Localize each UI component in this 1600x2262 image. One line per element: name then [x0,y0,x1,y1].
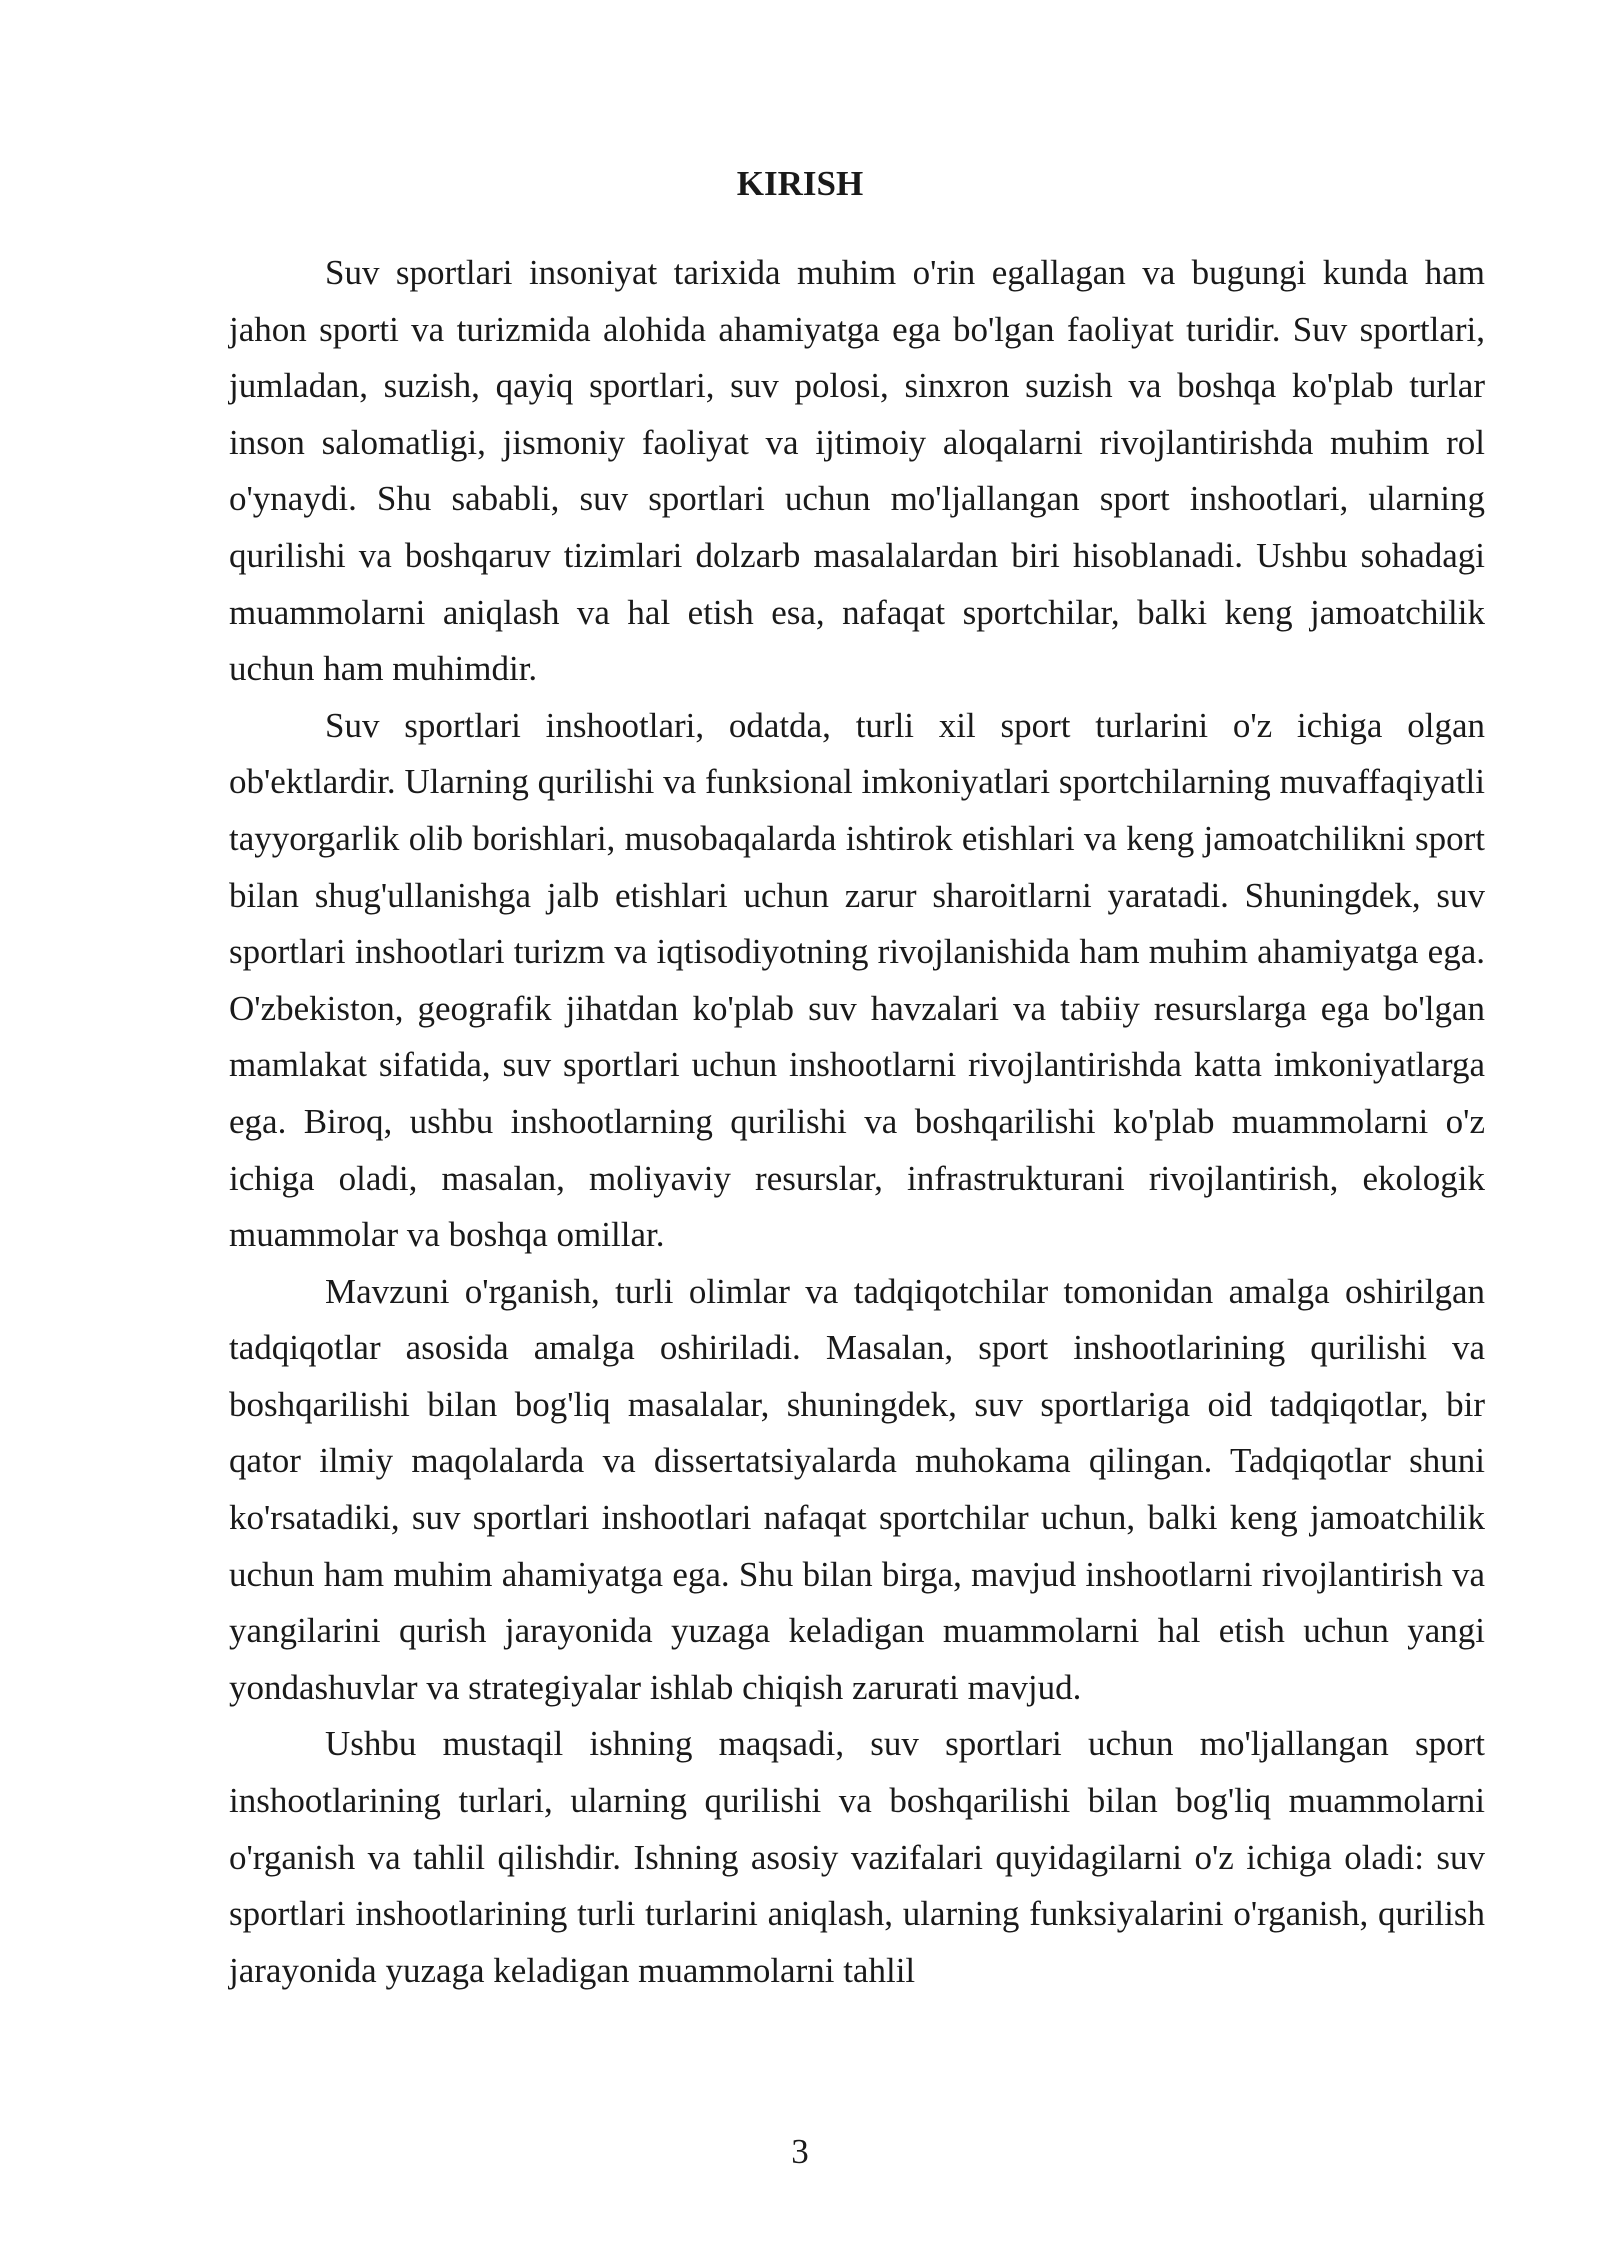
page-title: KIRISH [736,164,864,203]
paragraph-1: Suv sportlari insoniyat tarixida muhim o'rin egallagan va bugungi kunda ham jahon sporti va turizmida alohida ahamiyatga ega bo'lgan faoliyat turidir. Suv sportlari, jumladan, suzish, qayiq sportlari, suv polosi, sinxron suzish va boshqa ko'plab turlar inson salomatligi, jismoniy faoliyat va ijtimoiy aloqalarni rivojlantirishda muhim rol o'ynaydi. Shu sababli, suv sportlari uchun mo'ljallangan sport inshootlari, ularning qurilishi va boshqaruv tizimlari dolzarb masalalardan biri hisoblanadi. Ushbu sohadagi muammolarni aniqlash va hal etish esa, nafaqat sportchilar, balki keng jamoatchilik uchun ham muhimdir. [229,253,1485,689]
page-number: 3 [791,2132,809,2171]
paragraph-2: Suv sportlari inshootlari, odatda, turli xil sport turlarini o'z ichiga olgan ob'ektlardir. Ularning qurilishi va funksional imkoniyatlari sportchilarning muvaffaqiyatli tayyorgarlik olib borishlari, musobaqalarda ishtirok etishlari va keng jamoatchilikni sport bilan shug'ullanishga jalb etishlari uchun zarur sharoitlarni yaratadi. Shuningdek, suv sportlari inshootlari turizm va iqtisodiyotning rivojlanishida ham muhim ahamiyatga ega. O'zbekiston, geografik jihatdan ko'plab suv havzalari va tabiiy resurslarga ega bo'lgan mamlakat sifatida, suv sportlari uchun inshootlarni rivojlantirishda katta imkoniyatlarga ega. Biroq, ushbu inshootlarning qurilishi va boshqarilishi ko'plab muammolarni o'z ichiga oladi, masalan, moliyaviy resurslar, infrastrukturani rivojlantirish, ekologik muammolar va boshqa omillar. [229,705,1485,1255]
document-body [229,245,1485,1999]
paragraph-3: Mavzuni o'rganish, turli olimlar va tadqiqotchilar tomonidan amalga oshirilgan tadqiqotlar asosida amalga oshiriladi. Masalan, sport inshootlarining qurilishi va boshqarilishi bilan bog'liq masalalar, shuningdek, suv sportlariga oid tadqiqotlar, bir qator ilmiy maqolalarda va dissertatsiyalarda muhokama qilingan. Tadqiqotlar shuni ko'rsatadiki, suv sportlari inshootlari nafaqat sportchilar uchun, balki keng jamoatchilik uchun ham muhim ahamiyatga ega. Shu bilan birga, mavjud inshootlarni rivojlantirish va yangilarini qurish jarayonida yuzaga keladigan muammolarni hal etish uchun yangi yondashuvlar va strategiyalar ishlab chiqish zarurati mavjud. [229,1271,1485,1707]
paragraph-4: Ushbu mustaqil ishning maqsadi, suv sportlari uchun mo'ljallangan sport inshootlarining turlari, ularning qurilishi va boshqarilishi bilan bog'liq muammolarni o'rganish va tahlil qilishdir. Ishning asosiy vazifalari quyidagilarni o'z ichiga oladi: suv sportlari inshootlarining turli turlarini aniqlash, ularning funksiyalarini o'rganish, qurilish jarayonida yuzaga keladigan muammolarni tahlil [229,1724,1485,1990]
